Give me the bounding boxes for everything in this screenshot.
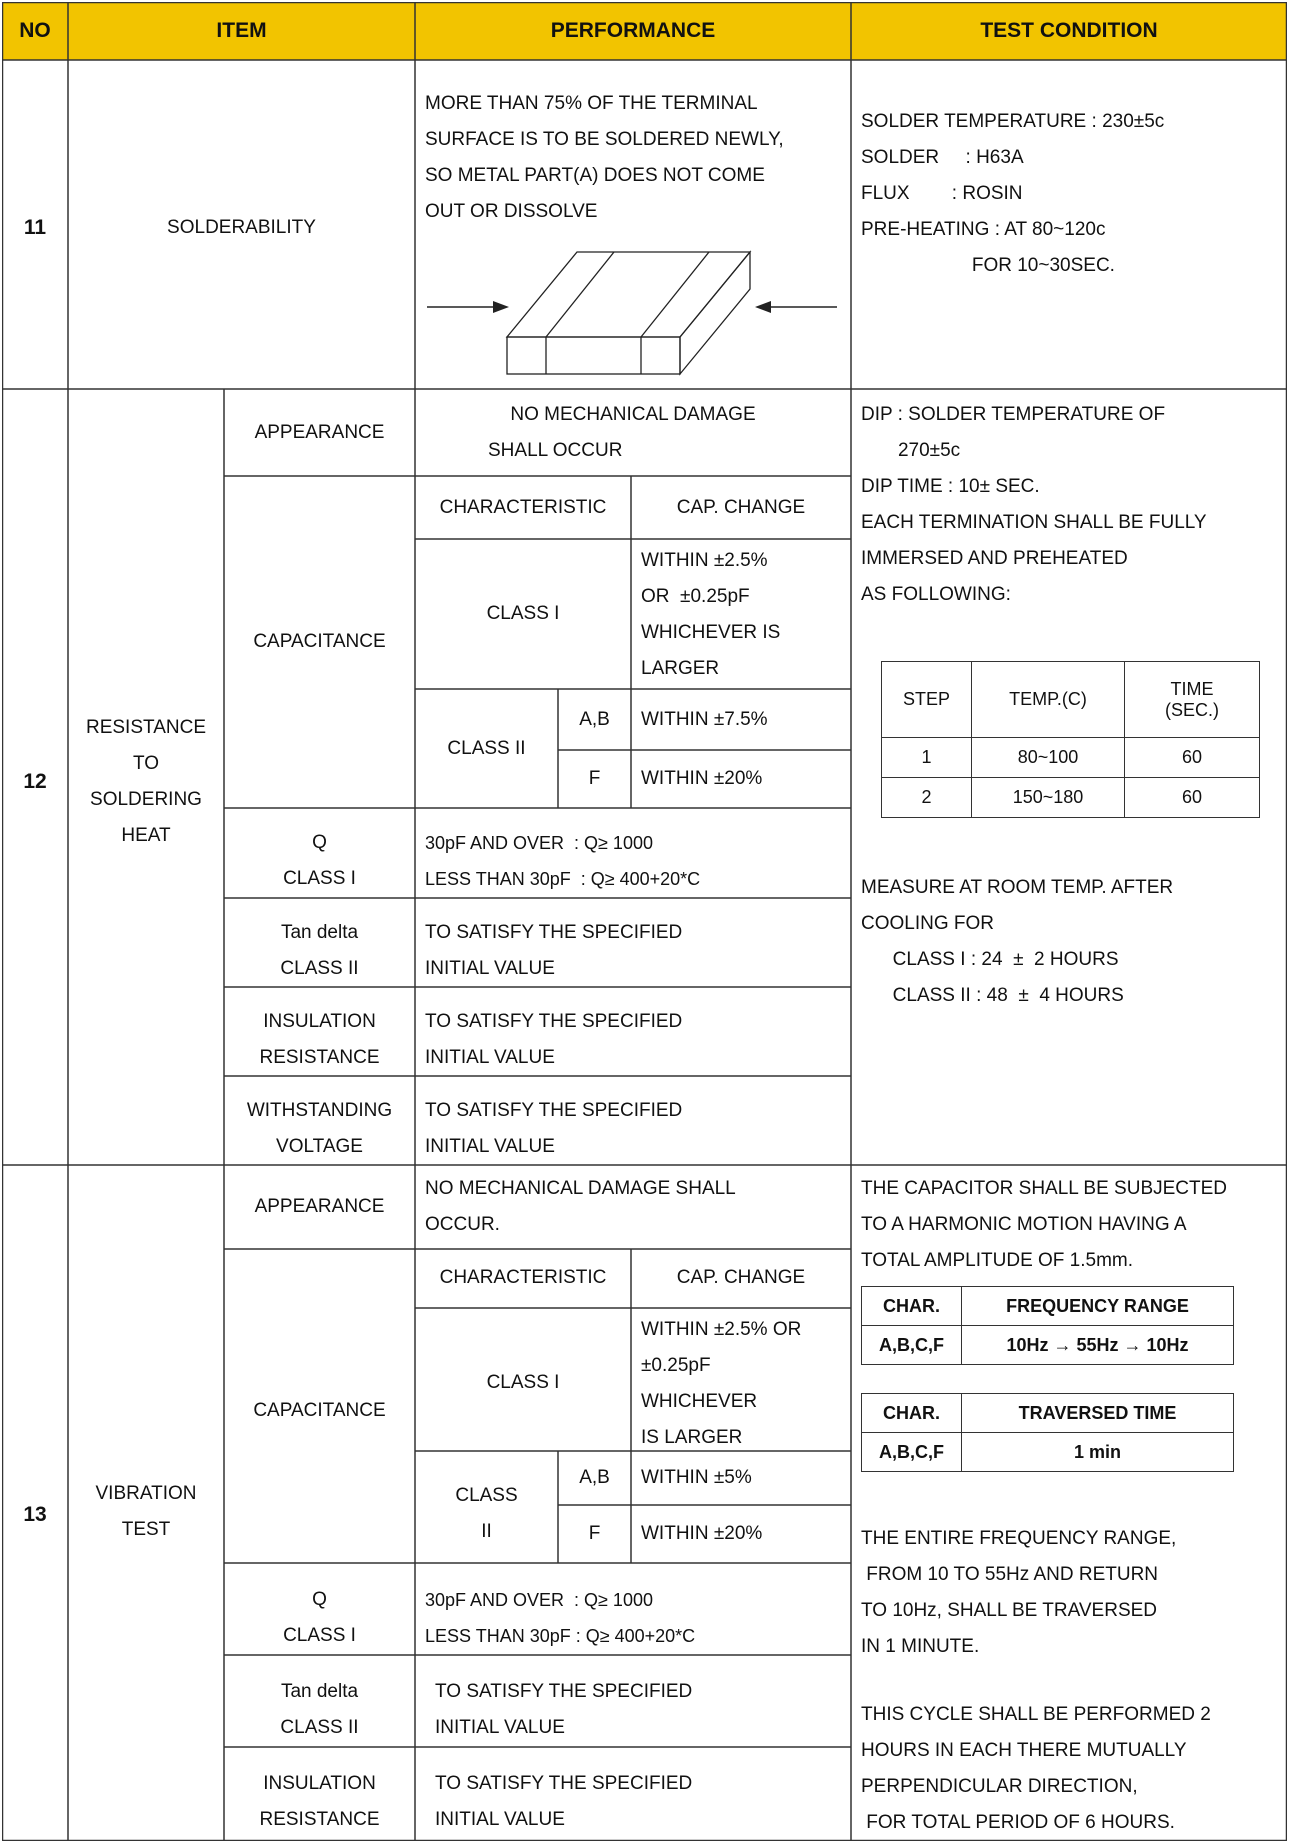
q-value: LESS THAN 30pF : Q≥ 400+20*C (425, 1626, 696, 1646)
condition-line: EACH TERMINATION SHALL BE FULLY (861, 512, 1207, 533)
appearance-label: APPEARANCE (254, 422, 385, 443)
q-label: Q (312, 832, 327, 853)
char-header: CHAR. (862, 1287, 962, 1326)
class-i-change: OR ±0.25pF (641, 586, 750, 607)
appearance-value: OCCUR. (425, 1214, 500, 1235)
arrow-right-icon (493, 301, 509, 313)
table-cell: 1 (882, 738, 972, 778)
insulation-label: INSULATION (263, 1773, 376, 1794)
class-f-label: F (588, 768, 601, 789)
class-ab-label: A,B (579, 1467, 610, 1488)
q-value: 30pF AND OVER : Q≥ 1000 (425, 833, 653, 853)
insulation-value: INITIAL VALUE (425, 1047, 555, 1068)
condition-line: HOURS IN EACH THERE MUTUALLY (861, 1740, 1187, 1761)
condition-line: SOLDER TEMPERATURE : 230±5c (861, 111, 1165, 132)
class-f-change: WITHIN ±20% (641, 1523, 763, 1544)
traversed-time-header: TRAVERSED TIME (962, 1394, 1234, 1433)
insulation-value: TO SATISFY THE SPECIFIED (435, 1773, 693, 1794)
tan-label: Tan delta (280, 922, 359, 943)
condition-line: IN 1 MINUTE. (861, 1636, 980, 1657)
insulation-value: TO SATISFY THE SPECIFIED (425, 1011, 683, 1032)
table-cell: 80~100 (972, 738, 1125, 778)
condition-line: CLASS I : 24 ± 2 HOURS (861, 949, 1119, 970)
tan-value: INITIAL VALUE (425, 958, 555, 979)
condition-line: TOTAL AMPLITUDE OF 1.5mm. (861, 1250, 1134, 1271)
header-test-condition: TEST CONDITION (980, 19, 1158, 42)
q-label: Q (312, 1589, 327, 1610)
insulation-label: RESISTANCE (259, 1047, 380, 1068)
performance-line: MORE THAN 75% OF THE TERMINAL (425, 93, 758, 114)
step-header: STEP (882, 662, 972, 738)
table-cell: 60 (1125, 778, 1260, 818)
traversed-time-table (861, 1393, 1234, 1472)
condition-line: FLUX : ROSIN (861, 183, 1023, 204)
class-i-change: IS LARGER (641, 1427, 743, 1448)
class-ii-label: II (481, 1521, 492, 1542)
spec-sheet (2, 2, 1287, 1841)
performance-line: SURFACE IS TO BE SOLDERED NEWLY, (425, 129, 784, 150)
item-line: SOLDERING (90, 789, 202, 810)
class-ii-label: CLASS (455, 1485, 518, 1506)
tan-label: CLASS II (280, 1717, 359, 1738)
table-cell: A,B,C,F (862, 1433, 962, 1472)
tan-label: CLASS II (280, 958, 359, 979)
characteristic-header: CHARACTERISTIC (439, 1267, 607, 1288)
condition-line: TO 10Hz, SHALL BE TRAVERSED (861, 1600, 1158, 1621)
tan-value: TO SATISFY THE SPECIFIED (425, 922, 683, 943)
condition-line: CLASS II : 48 ± 4 HOURS (861, 985, 1124, 1006)
tan-label: Tan delta (280, 1681, 359, 1702)
arrow-left-icon (755, 301, 771, 313)
q-value: LESS THAN 30pF : Q≥ 400+20*C (425, 869, 701, 889)
class-i-change: WITHIN ±2.5% (641, 550, 768, 571)
condition-line: PERPENDICULAR DIRECTION, (861, 1776, 1138, 1797)
item-line: RESISTANCE (85, 717, 206, 738)
condition-line: PRE-HEATING : AT 80~120c (861, 219, 1106, 240)
condition-line: FOR 10~30SEC. (861, 255, 1115, 276)
appearance-value: NO MECHANICAL DAMAGE (510, 404, 756, 425)
char-header: CHAR. (862, 1394, 962, 1433)
temp-header: TEMP.(C) (972, 662, 1125, 738)
condition-line: TO A HARMONIC MOTION HAVING A (861, 1214, 1187, 1235)
class-ab-change: WITHIN ±5% (641, 1467, 752, 1488)
condition-line: DIP TIME : 10± SEC. (861, 476, 1040, 497)
withstanding-label: WITHSTANDING (246, 1100, 393, 1121)
appearance-value: NO MECHANICAL DAMAGE SHALL (425, 1178, 736, 1199)
condition-line: SOLDER : H63A (861, 147, 1024, 168)
header-item: ITEM (216, 19, 267, 42)
capacitance-label: CAPACITANCE (253, 631, 386, 652)
class-i-change: WHICHEVER IS (641, 622, 781, 643)
chip-capacitor-diagram (425, 242, 845, 382)
frequency-range-table (861, 1286, 1234, 1365)
condition-line: MEASURE AT ROOM TEMP. AFTER (861, 877, 1174, 898)
preheat-step-table (881, 661, 1260, 818)
class-ab-change: WITHIN ±7.5% (641, 709, 768, 730)
condition-line: THIS CYCLE SHALL BE PERFORMED 2 (861, 1704, 1211, 1725)
capacitance-label: CAPACITANCE (253, 1400, 386, 1421)
appearance-label: APPEARANCE (254, 1196, 385, 1217)
q-label: CLASS I (283, 868, 356, 889)
appearance-value: SHALL OCCUR (488, 440, 623, 461)
condition-line: COOLING FOR (861, 913, 995, 934)
table-cell: 60 (1125, 738, 1260, 778)
item-line: TO (132, 753, 160, 774)
class-i-change: WITHIN ±2.5% OR (641, 1319, 802, 1340)
q-value: 30pF AND OVER : Q≥ 1000 (425, 1590, 653, 1610)
cap-change-header: CAP. CHANGE (676, 1267, 806, 1288)
condition-line: IMMERSED AND PREHEATED (861, 548, 1128, 569)
frequency-range-header: FREQUENCY RANGE (962, 1287, 1234, 1326)
table-cell: A,B,C,F (862, 1326, 962, 1365)
tan-value: TO SATISFY THE SPECIFIED (435, 1681, 693, 1702)
condition-line: THE ENTIRE FREQUENCY RANGE, (861, 1528, 1177, 1549)
table-cell: 2 (882, 778, 972, 818)
class-ii-label: CLASS II (447, 738, 526, 759)
withstanding-value: TO SATISFY THE SPECIFIED (425, 1100, 683, 1121)
condition-line: FROM 10 TO 55Hz AND RETURN (861, 1564, 1159, 1585)
condition-line: DIP : SOLDER TEMPERATURE OF (861, 404, 1166, 425)
class-f-change: WITHIN ±20% (641, 768, 763, 789)
condition-line: AS FOLLOWING: (861, 584, 1011, 605)
q-label: CLASS I (283, 1625, 356, 1646)
characteristic-header: CHARACTERISTIC (439, 497, 607, 518)
tan-value: INITIAL VALUE (435, 1717, 565, 1738)
insulation-label: RESISTANCE (259, 1809, 380, 1830)
withstanding-value: INITIAL VALUE (425, 1136, 555, 1157)
table-cell: 10Hz → 55Hz → 10Hz (962, 1326, 1234, 1365)
class-i-change: ±0.25pF (641, 1355, 711, 1376)
row-no-12: 12 (23, 770, 47, 793)
class-i-label: CLASS I (486, 1372, 560, 1393)
item-line: TEST (121, 1519, 171, 1540)
cap-change-header: CAP. CHANGE (676, 497, 806, 518)
class-i-label: CLASS I (486, 603, 560, 624)
performance-line: OUT OR DISSOLVE (425, 201, 598, 222)
item-solderability: SOLDERABILITY (167, 217, 316, 238)
table-cell: 1 min (962, 1433, 1234, 1472)
item-line: VIBRATION (95, 1483, 197, 1504)
item-line: HEAT (121, 825, 171, 846)
row-no-11: 11 (23, 216, 47, 239)
condition-line: FOR TOTAL PERIOD OF 6 HOURS. (861, 1812, 1175, 1833)
time-header: TIME (SEC.) (1125, 662, 1260, 738)
header-no: NO (19, 19, 51, 42)
class-i-change: LARGER (641, 658, 720, 679)
withstanding-label: VOLTAGE (276, 1136, 363, 1157)
class-f-label: F (588, 1523, 601, 1544)
header-performance: PERFORMANCE (550, 19, 716, 42)
class-ab-label: A,B (579, 709, 610, 730)
condition-line: 270±5c (861, 440, 961, 461)
performance-line: SO METAL PART(A) DOES NOT COME (425, 165, 765, 186)
condition-line: THE CAPACITOR SHALL BE SUBJECTED (861, 1178, 1228, 1199)
class-i-change: WHICHEVER (641, 1391, 758, 1412)
insulation-value: INITIAL VALUE (435, 1809, 565, 1830)
row-no-13: 13 (23, 1503, 47, 1526)
table-cell: 150~180 (972, 778, 1125, 818)
insulation-label: INSULATION (263, 1011, 376, 1032)
